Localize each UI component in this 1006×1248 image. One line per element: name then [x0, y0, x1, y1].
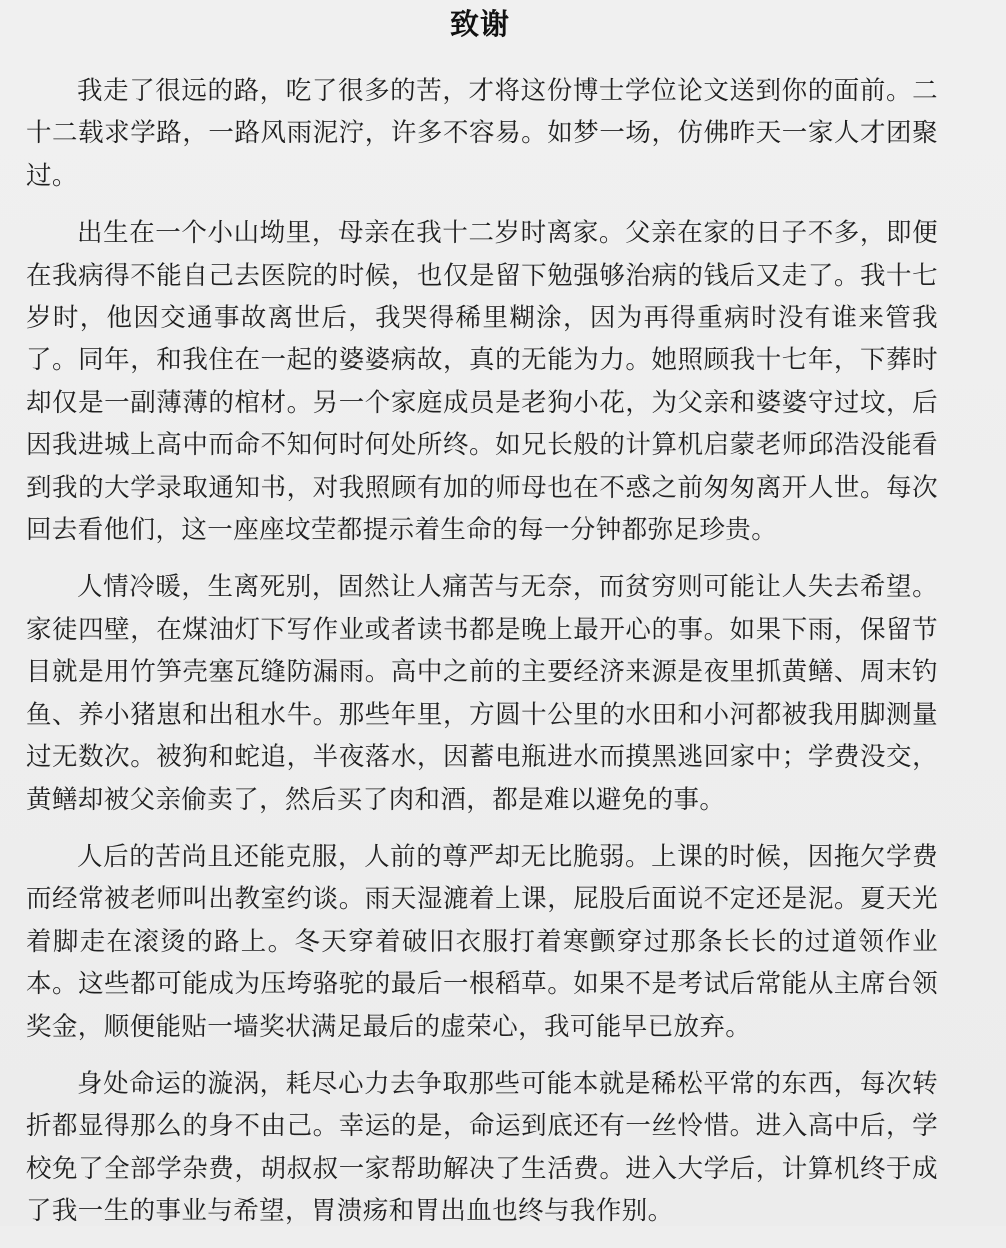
- paragraph-3: 人情冷暖，生离死别，固然让人痛苦与无奈，而贫穷则可能让人失去希望。家徒四壁，在煤油灯下写作业或者读书都是晚上最开心的事。如果下雨，保留节目就是用竹笋壳塞瓦缝防漏雨。高中之前的主要经济来源是夜里抓黄鳝、周末钓鱼、养小猪崽和出租水牛。那些年里，方圆十公里的水田和小河都被我用脚测量过无数次。被狗和蛇追，半夜落水，因蓄电瓶进水而摸黑逃回家中；学费没交，黄鳝却被父亲偷卖了，然后买了肉和酒，都是难以避免的事。: [26, 572, 938, 815]
- paragraph-2: 出生在一个小山坳里，母亲在我十二岁时离家。父亲在家的日子不多，即便在我病得不能自己去医院的时候，也仅是留下勉强够治病的钱后又走了。我十七岁时，他因交通事故离世后，我哭得稀里糊涂，因为再得重病时没有谁来管我了。同年，和我住在一起的婆婆病故，真的无能为力。她照顾我十七年，下葬时却仅是一副薄薄的棺材。另一个家庭成员是老狗小花，为父亲和婆婆守过坟，后因我进城上高中而命不知何时何处所终。如兄长般的计算机启蒙老师邱浩没能看到我的大学录取通知书，对我照顾有加的师母也在不惑之前匆匆离开人世。每次回去看他们，这一座座坟茔都提示着生命的每一分钟都弥足珍贵。: [26, 218, 938, 546]
- page-title: 致谢: [449, 7, 510, 41]
- paragraph-5: 身处命运的漩涡，耗尽心力去争取那些可能本就是稀松平常的东西，每次转折都显得那么的身不由己。幸运的是，命运到底还有一丝怜惜。进入高中后，学校免了全部学杂费，胡叔叔一家帮助解决了生活费。进入大学后，计算机终于成了我一生的事业与希望，胃溃疡和胃出血也终与我作别。: [26, 1068, 938, 1227]
- document-body: [26, 70, 938, 1248]
- paragraph-1: 我走了很远的路，吃了很多的苦，才将这份博士学位论文送到你的面前。二十二载求学路，一路风雨泥泞，许多不容易。如梦一场，仿佛昨天一家人才团聚过。: [26, 76, 938, 191]
- paragraph-4: 人后的苦尚且还能克服，人前的尊严却无比脆弱。上课的时候，因拖欠学费而经常被老师叫出教室约谈。雨天湿漉着上课，屁股后面说不定还是泥。夏天光着脚走在滚烫的路上。冬天穿着破旧衣服打着寒颤穿过那条长长的过道领作业本。这些都可能成为压垮骆驼的最后一根稻草。如果不是考试后常能从主席台领奖金，顺便能贴一墙奖状满足最后的虚荣心，我可能早已放弃。: [26, 841, 938, 1042]
